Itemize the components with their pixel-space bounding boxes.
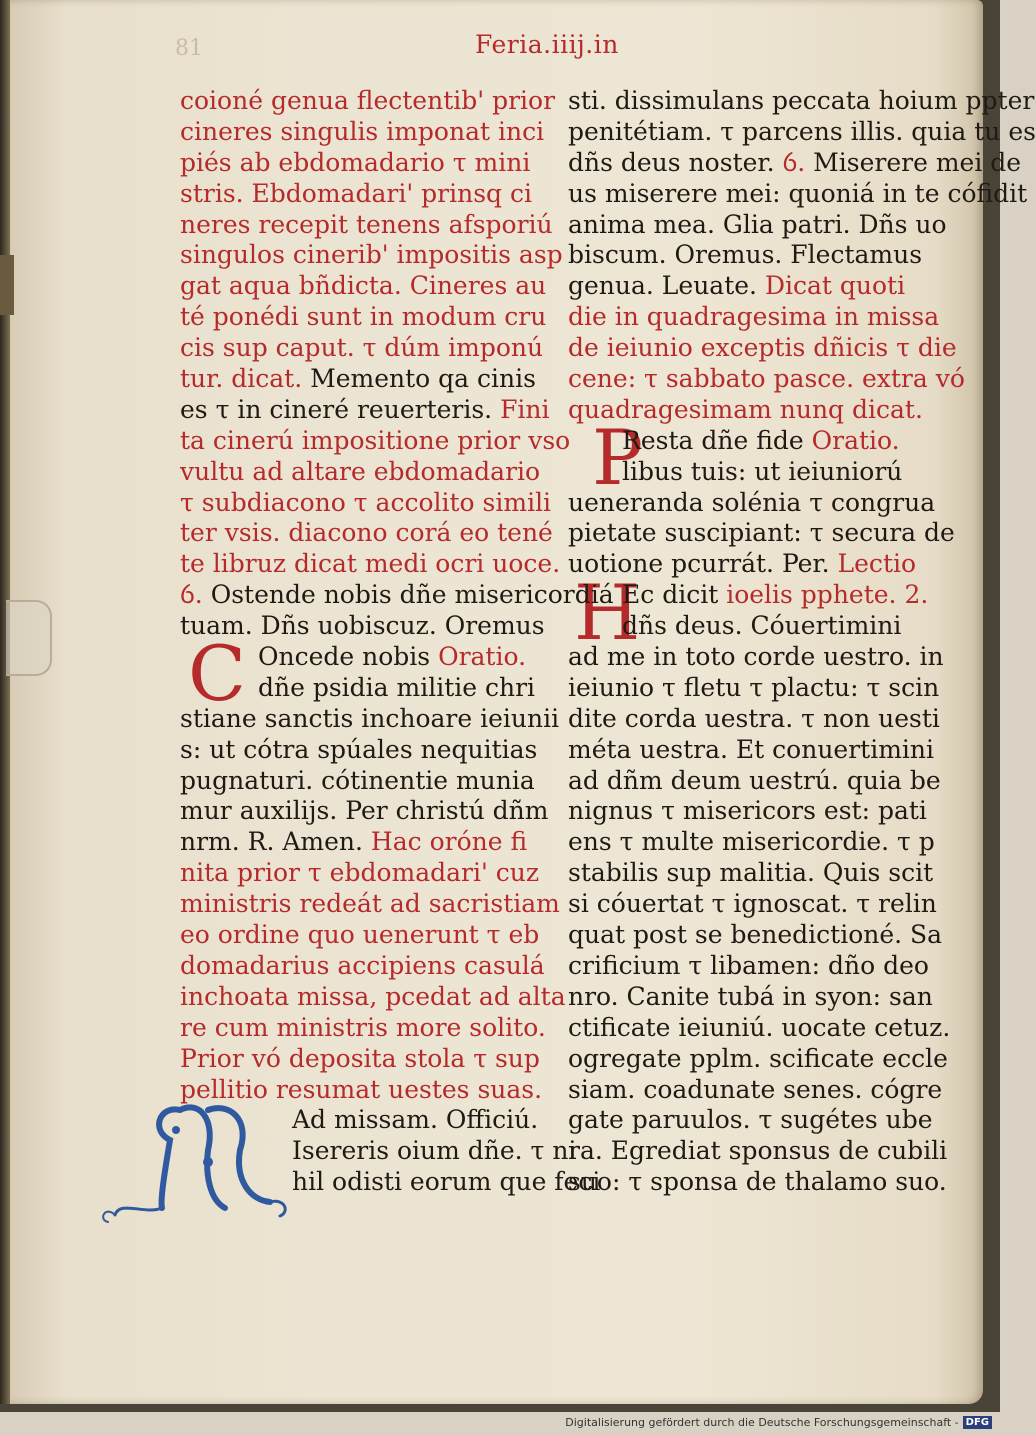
rubric-line: ta cinerú impositione prior vso [180, 425, 571, 455]
rubric-line: nita prior τ ebdomadari' cuz [180, 858, 540, 888]
rubric-line: cineres singulis imponat inci [180, 116, 545, 146]
body-text: Ostende nobis dñe misericordiá [202, 580, 614, 610]
red-initial-h: H [574, 568, 641, 657]
text-line: méta uestra. Et conuertimini [568, 734, 935, 764]
body-text: genua. Leuate. [568, 271, 757, 301]
rubric-text: tur. dicat. [180, 364, 303, 394]
folio-number: 81 [175, 36, 203, 61]
text-line: stabilis sup malitia. Quis scit [568, 858, 934, 888]
rubric-line: domadarius accipiens casulá [180, 950, 545, 980]
text-line: stiane sanctis inchoare ieiunii [180, 703, 560, 733]
text-line [180, 827, 535, 858]
text-line: ens τ multe misericordie. τ p [568, 827, 935, 857]
text-line: gate paruulos. τ sugétes ube [568, 1105, 933, 1135]
red-initial-p: P [592, 413, 644, 502]
rubric-line: eo ordine quo uenerunt τ eb [180, 920, 540, 950]
text-line: ogregate pplm. scificate eccle [568, 1043, 948, 1073]
rubric-line: pellitio resumat uestes suas. [180, 1074, 543, 1104]
left-text-column [180, 86, 614, 1198]
rubric-line: quadragesimam nunq dicat. [568, 394, 923, 424]
text-line: mur auxilijs. Per christú dñm [180, 796, 549, 826]
rubric-text: Oratio. [430, 642, 527, 672]
text-line: suo: τ sponsa de thalamo suo. [568, 1167, 947, 1197]
text-line: quat post se benedictioné. Sa [568, 920, 943, 950]
page-clip [6, 600, 52, 676]
rubric-line: re cum ministris more solito. [180, 1012, 546, 1042]
text-line: ad me in toto corde uestro. in [568, 642, 944, 672]
text-line: sti. dissimulans peccata hoium ppter [568, 86, 1035, 115]
body-text: Ec dicit [622, 580, 719, 610]
text-line: dite corda uestra. τ non uesti [568, 703, 940, 733]
text-line: ctificate ieiuniú. uocate cetuz. [568, 1012, 951, 1042]
text-line: nignus τ misericors est: pati [568, 796, 927, 826]
text-line: si cóuertat τ ignoscat. τ relin [568, 889, 937, 919]
text-line: biscum. Oremus. Flectamus [568, 240, 923, 270]
text-line: ra. Egrediat sponsus de cubili [568, 1136, 948, 1166]
binding-tab [0, 255, 14, 315]
text-line: nro. Canite tubá in syon: san [568, 981, 933, 1011]
body-text: uotione pcurrát. Per. [568, 549, 830, 579]
text-line: siam. coadunate senes. cógre [568, 1074, 943, 1104]
text-line [568, 549, 918, 580]
text-line [568, 580, 929, 611]
rubric-line: stris. Ebdomadari' prinsq ci [180, 178, 532, 208]
body-text: Oncede nobis [258, 642, 431, 672]
text-line: hil odisti eorum que feci [292, 1167, 601, 1197]
text-line [568, 426, 918, 457]
text-line: s: ut cótra spúales nequitias [180, 734, 538, 764]
rubric-line: Prior vó deposita stola τ sup [180, 1043, 540, 1073]
text-line: penitétiam. τ parcens illis. quia tu es [568, 116, 1036, 146]
text-line [568, 271, 918, 302]
rubric-line: té ponédi sunt in modum cru [180, 302, 547, 332]
rubric-line: cene: τ sabbato pasce. extra vó [568, 364, 965, 394]
rubric-text: Oratio. [803, 425, 900, 455]
text-line: libus tuis: ut ieiuniorú [622, 456, 903, 486]
text-line: dñs deus. Cóuertimini [622, 611, 902, 641]
rubric-line: piés ab ebdomadario τ mini [180, 147, 531, 177]
rubric-text: Dicat quoti [757, 271, 906, 301]
text-line [568, 147, 1022, 179]
text-line: anima mea. Glia patri. Dñs uo [568, 209, 947, 239]
text-line: tuam. Dñs uobiscuz. Oremus [180, 611, 545, 641]
rubric-text: ỽ. [180, 580, 203, 610]
body-text: es τ in cineré reuerteris. [180, 394, 493, 424]
text-line [180, 580, 614, 611]
text-line: ad dñm deum uestrú. quia be [568, 765, 941, 795]
rubric-line: ministris redeát ad sacristiam [180, 889, 560, 919]
rubric-line: τ subdiacono τ accolito simili [180, 487, 552, 517]
body-text: Miserere mei de [805, 147, 1022, 177]
text-line: ieiunio τ fletu τ plactu: τ scin [568, 672, 940, 702]
text-line: dñe psidia militie chri [258, 672, 536, 702]
text-line: ueneranda solénia τ congrua [568, 487, 936, 517]
digitization-credit [565, 1416, 992, 1429]
right-text-column [568, 86, 1036, 1198]
text-line [180, 642, 535, 673]
binding-edge [0, 0, 10, 1404]
rubric-line: vultu ad altare ebdomadario [180, 456, 541, 486]
running-head: Feria.iiij.in [475, 30, 619, 59]
rubric-line: neres recepit tenens afsporiú [180, 209, 553, 239]
rubric-line: ter vsis. diacono corá eo tené [180, 518, 553, 548]
rubric-line: de ieiunio exceptis dñicis τ die [568, 333, 957, 363]
rubric-text: ioelis pphete. 2. [718, 580, 929, 610]
text-line: us miserere mei: quoniá in te cófidit [568, 178, 1028, 208]
dfg-logo: DFG [963, 1416, 992, 1429]
rubric-text: Lectio [829, 549, 917, 579]
text-line: Ad missam. Officiú. [292, 1105, 539, 1135]
credit-text: Digitalisierung gefördert durch die Deutsche Forschungsgemeinschaft - [565, 1416, 959, 1429]
text-line: Isereris oium dñe. τ ni [292, 1136, 577, 1166]
text-line: crificium τ libamen: dño deo [568, 950, 929, 980]
rubric-line: die in quadragesima in missa [568, 302, 940, 332]
text-line: pugnaturi. cótinentie munia [180, 765, 535, 795]
rubric-line: singulos cinerib' impositis asp [180, 240, 563, 270]
rubric-line: gat aqua bñdicta. Cineres au [180, 271, 547, 301]
body-text: nrm. R. Amen. [180, 827, 363, 857]
rubric-line: te libruz dicat medi ocri uoce. [180, 549, 561, 579]
body-text: dñs deus noster. [568, 147, 775, 177]
rubric-text: Hac oróne fi [362, 827, 528, 857]
body-text: Resta dñe fide [622, 425, 804, 455]
text-line [180, 364, 535, 395]
text-line: pietate suscipiant: τ secura de [568, 518, 955, 548]
rubric-line: inchoata missa, pcedat ad alta [180, 981, 566, 1011]
rubric-line: coioné genua flectentib' prior [180, 86, 556, 115]
text-line [180, 394, 550, 426]
red-initial-c: C [188, 629, 247, 718]
body-text: Memento qa cinis [302, 364, 536, 394]
rubric-line: cis sup caput. τ dúm imponú [180, 333, 544, 363]
rubric-text: ỽ. [774, 147, 806, 177]
rubric-text: Fini [492, 394, 550, 424]
